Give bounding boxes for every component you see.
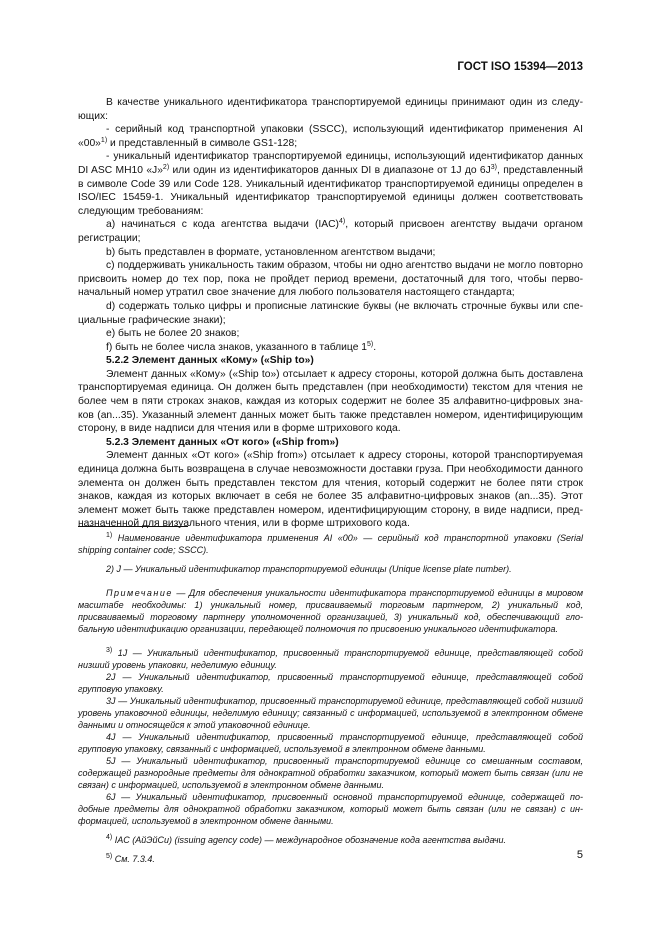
requirement-f: f) быть не более числа знаков, указанного в таблице 1$^{5)}$. [106,340,377,353]
requirement-a: а) начинаться с кода агентства выдачи (IAC)$^{4)}$, который присвоен агентству выдачи органом регистрации; [78,218,583,244]
footnote-ref-3[interactable]: 3) [490,163,498,171]
main-text [78,96,583,531]
page-number: 5 [576,849,583,861]
section-5-2-2-heading: 5.2.2 Элемент данных «Кому» («Ship to») [106,355,314,367]
footnote-4: $^{4)}$ IAC (АйЭйСи) (issuing agency code) — международное обозначение кода агентства выдачи. [106,834,507,845]
footnote-3-5J: 5J — Уникальный идентификатор, присвоенный транспортируемой единице со смешанным составом, содержащей разнородные предметы для однократной обработки заказчиком, который может быть связан (или не связан) с информацией, используемой в электронном обмене данными. [78,756,583,790]
requirement-e: e) быть не более 20 знаков; [106,328,240,340]
section-5-2-3-heading: 5.2.3 Элемент данных «От кого» («Ship from») [106,436,339,448]
requirement-c: c) поддерживать уникальность таким образом, чтобы ни одно агентство выдачи не могло повторно присвоить номер до тех пор, пока не пройдет период времени, достаточный для того, чтобы первоначальный номер утратил свое значение для любого пользователя настоящего стандарта; [78,260,583,299]
footnote-separator [78,526,188,527]
footnote-ref-1[interactable]: 1) [100,136,108,144]
footnote-5: $^{5)}$ См. 7.3.4. [106,853,155,864]
footnotes [78,532,583,872]
footnote-2: 2) J — Уникальный идентификатор транспортируемой единицы (Unique license plate number). [106,564,512,574]
option-license-plate: - уникальный идентификатор транспортируемой единицы, использующий идентификатор данных DI ASC MH10 «J»$^{2)}$ или один из идентификаторов данных DI в диапазоне от 1J до $6J^{3)}$, представленный в символе Code 39 или Code 128. Уникальный идентификатор транспортируемой единицы определен в ISO/IEC 15459-1. Уникальный идентификатор транспортируемой единицы должен соответствовать следующим требованиям: [78,151,583,217]
footnote-ref-5[interactable]: 5) [367,340,374,348]
section-5-2-2-text: Элемент данных «Кому» («Ship to») отсылает к адресу стороны, которой должна быть доставлена транспортируемая единица. Он должен быть представлен (при необходимости) текстом для чтения не более чем в пяти строках знаков, каждая из которых содержит не более 35 алфавитно-цифровых знаков (an...35). Указанный элемент данных может быть также представлен номером, идентифицирующим сторону, в виде надписи для чтения или в форме штрихового кода. [78,368,583,435]
intro-paragraph: В качестве уникального идентификатора транспортируемой единицы принимают один из следующих: [78,97,583,122]
footnote-ref-2[interactable]: 2) [162,163,170,171]
footnote-note: Примечание — Для обеспечения уникальности идентификатора транспортируемой единицы в мировом масштабе необходимы: 1) уникальный номер, присваиваемый торговым партнером, 2) уникальный код, присваиваемый торговому партнеру уполномоченной организацией, 3) уникальный код, обеспечивающий глобальную идентификацию организации, передающей полномочия по присвоению уникального идентификатора. [78,588,583,634]
footnote-3-4J: 4J — Уникальный идентификатор, присвоенный транспортируемой единице, представляющей собой групповую упаковку, связанный с информацией, используемой в электронном обмене данными. [78,732,583,754]
section-5-2-3-text: Элемент данных «От кого» («Ship from») отсылает к адресу стороны, которой транспортируемая единица должна быть возвращена в случае невозможности доставки груза. При необходимости данного элемента он должен быть представлен текстом для чтения, который содержит не более пяти строк знаков, каждая из которых включает в себя не более 35 алфавитно-цифровых знаков (an...35). Этот элемент может быть также представлен номером, идентифицирующим сторону, в виде надписи, предназначенной для визуального чтения, или в форме штрихового кода. [78,450,583,530]
footnote-3-3J: 3J — Уникальный идентификатор, присвоенный транспортируемой единице, представляющей собой низший уровень упаковочной единицы, неделимую единицу; связанный с информацией, используемой в электронном обмене данными и относящейся к этой упаковочной единице. [78,696,583,730]
standard-header: ГОСТ ISO 15394—2013 [457,61,583,73]
footnote-3-1J: $^{3)}$ 1J — Уникальный идентификатор, присвоенный транспортируемой единице, представляющей собой низший уровень упаковки, неделимую единицу. [78,647,583,670]
requirement-b: b) быть представлен в формате, установленном агентством выдачи; [106,246,436,258]
requirement-d: d) содержать только цифры и прописные латинские буквы (не включать строчные буквы или специальные графические знаки); [78,300,583,326]
option-sscc: - серийный код транспортной упаковки (SSCC), использующий идентификатор применения AI «00»$^{1)}$ и представленный в символе GS1-128; [78,124,583,149]
footnote-3-2J: 2J — Уникальный идентификатор, присвоенный транспортируемой единице, представляющей собой групповую упаковку. [78,672,583,694]
footnote-3-6J: 6J — Уникальный идентификатор, присвоенный основной транспортируемой единице, содержащей подобные предметы для однократной обработки заказчиком, который может быть связан (или не связан) с информацией, используемой в электронном обмене данными. [78,792,583,826]
footnote-1: $^{1)}$ Наименование идентификатора применения AI «00» — серийный код транспортной упаковки (Serial shipping container code; SSCC). [78,532,583,555]
footnote-ref-4[interactable]: 4) [338,218,346,226]
